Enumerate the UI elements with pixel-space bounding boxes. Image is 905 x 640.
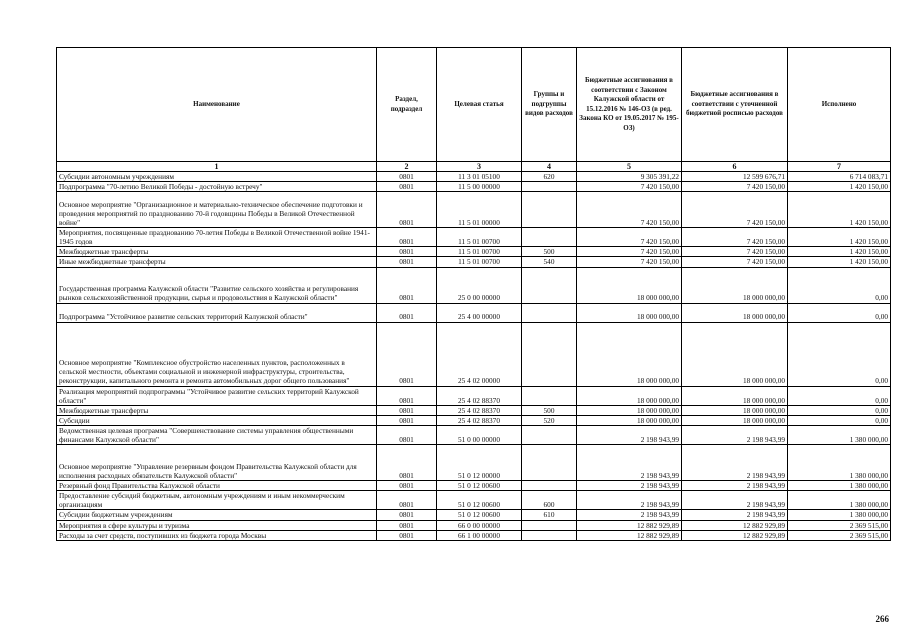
- table-cell-name: Основное мероприятие "Организационное и материально-техническое обеспечение подготовки и проведения мероприятий по празднованию 70-й годовщины Победы в Великой Отечественной войне": [57, 192, 377, 228]
- header-section: Раздел, подраздел: [377, 48, 437, 162]
- table-row: [57, 303, 891, 322]
- table-cell-name: Ведомственная целевая программа "Совершенствование системы управления общественными финансами Калужской области": [57, 425, 377, 444]
- table-cell-executed: 0,00: [788, 415, 891, 425]
- table-cell-budget-refined: 12 882 929,89: [682, 530, 788, 540]
- table-row: [57, 192, 891, 228]
- table-row: [57, 530, 891, 540]
- table-cell-target: 66 1 00 00000: [437, 530, 522, 540]
- table-cell-section: 0801: [377, 247, 437, 257]
- table-row: [57, 415, 891, 425]
- table-cell-group: [522, 192, 577, 228]
- table-cell-group: [522, 182, 577, 192]
- table-cell-group: [522, 445, 577, 481]
- table-cell-target: 11 5 01 00700: [437, 247, 522, 257]
- table-cell-target: 25 4 02 88370: [437, 386, 522, 405]
- table-cell-name: Подпрограмма "70-летию Великой Победы - достойную встречу": [57, 182, 377, 192]
- table-cell-target: 25 4 02 00000: [437, 322, 522, 386]
- table-cell-section: 0801: [377, 192, 437, 228]
- table-cell-section: 0801: [377, 530, 437, 540]
- column-number: 6: [682, 162, 788, 172]
- table-cell-target: 11 5 01 00000: [437, 192, 522, 228]
- table-row: [57, 405, 891, 415]
- table-row: [57, 228, 891, 247]
- table-cell-name: Предоставление субсидий бюджетным, автономным учреждениям и иным некоммерческим организациям: [57, 491, 377, 510]
- table-cell-section: 0801: [377, 172, 437, 182]
- table-cell-budget-refined: 7 420 150,00: [682, 257, 788, 267]
- table-cell-executed: 0,00: [788, 303, 891, 322]
- table-cell-name: Иные межбюджетные трансферты: [57, 257, 377, 267]
- table-cell-section: 0801: [377, 267, 437, 303]
- table-cell-budget-refined: 7 420 150,00: [682, 192, 788, 228]
- table-cell-group: [522, 520, 577, 530]
- table-cell-budget-law: 7 420 150,00: [577, 228, 682, 247]
- table-cell-target: 25 4 02 88370: [437, 415, 522, 425]
- table-cell-section: 0801: [377, 445, 437, 481]
- column-number: 5: [577, 162, 682, 172]
- header-name: Наименование: [57, 48, 377, 162]
- table-row: [57, 481, 891, 491]
- table-cell-budget-law: 12 882 929,89: [577, 530, 682, 540]
- table-cell-budget-law: 9 305 391,22: [577, 172, 682, 182]
- table-cell-executed: 1 420 150,00: [788, 228, 891, 247]
- table-cell-budget-law: 18 000 000,00: [577, 267, 682, 303]
- table-cell-section: 0801: [377, 322, 437, 386]
- header-budget-law: Бюджетные ассигнования в соответствии с Законом Калужской области от 15.12.2016 № 146-ОЗ (в ред. Закона КО от 19.05.2017 № 195-ОЗ): [577, 48, 682, 162]
- table-cell-target: 11 5 01 00700: [437, 257, 522, 267]
- table-cell-name: Основное мероприятие "Управление резервным фондом Правительства Калужской области для исполнения расходных обязательств Калужской области": [57, 445, 377, 481]
- table-row: [57, 520, 891, 530]
- table-row: [57, 172, 891, 182]
- table-cell-name: Мероприятия, посвященные празднованию 70-летия Победы в Великой Отечественной войне 1941-1945 годов: [57, 228, 377, 247]
- table-cell-budget-refined: 2 198 943,99: [682, 481, 788, 491]
- table-cell-budget-refined: 12 882 929,89: [682, 520, 788, 530]
- table-cell-section: 0801: [377, 510, 437, 520]
- table-cell-group: [522, 530, 577, 540]
- table-cell-budget-law: 2 198 943,99: [577, 481, 682, 491]
- table-cell-section: 0801: [377, 303, 437, 322]
- table-cell-section: 0801: [377, 257, 437, 267]
- table-cell-budget-law: 18 000 000,00: [577, 322, 682, 386]
- table-cell-section: 0801: [377, 520, 437, 530]
- table-cell-executed: 1 380 000,00: [788, 425, 891, 444]
- table-cell-name: Межбюджетные трансферты: [57, 247, 377, 257]
- table-cell-target: 51 0 12 00000: [437, 445, 522, 481]
- table-cell-section: 0801: [377, 481, 437, 491]
- table-cell-name: Резервный фонд Правительства Калужской области: [57, 481, 377, 491]
- table-cell-name: Подпрограмма "Устойчивое развитие сельских территорий Калужской области": [57, 303, 377, 322]
- column-number: 1: [57, 162, 377, 172]
- table-cell-target: 51 0 12 00600: [437, 481, 522, 491]
- table-row: [57, 445, 891, 481]
- table-cell-name: Субсидии бюджетным учреждениям: [57, 510, 377, 520]
- budget-table-sheet: [56, 47, 890, 541]
- table-cell-group: [522, 322, 577, 386]
- table-cell-budget-refined: 18 000 000,00: [682, 386, 788, 405]
- table-cell-budget-law: 2 198 943,99: [577, 491, 682, 510]
- table-cell-budget-refined: 2 198 943,99: [682, 510, 788, 520]
- table-cell-budget-refined: 18 000 000,00: [682, 303, 788, 322]
- table-cell-target: 51 0 12 00600: [437, 510, 522, 520]
- table-cell-group: 620: [522, 172, 577, 182]
- table-cell-section: 0801: [377, 415, 437, 425]
- page-number: 266: [875, 614, 889, 624]
- table-cell-group: [522, 425, 577, 444]
- table-cell-section: 0801: [377, 386, 437, 405]
- column-number-row: [57, 162, 891, 172]
- table-cell-group: 500: [522, 405, 577, 415]
- table-cell-budget-refined: 18 000 000,00: [682, 405, 788, 415]
- table-cell-executed: 1 380 000,00: [788, 491, 891, 510]
- table-cell-budget-refined: 18 000 000,00: [682, 267, 788, 303]
- table-cell-budget-law: 2 198 943,99: [577, 445, 682, 481]
- table-cell-name: Расходы за счет средств, поступивших из бюджета города Москвы: [57, 530, 377, 540]
- table-cell-budget-law: 12 882 929,89: [577, 520, 682, 530]
- table-cell-executed: 0,00: [788, 322, 891, 386]
- table-cell-budget-refined: 7 420 150,00: [682, 247, 788, 257]
- table-cell-target: 25 4 00 00000: [437, 303, 522, 322]
- table-cell-section: 0801: [377, 182, 437, 192]
- table-row: [57, 267, 891, 303]
- table-cell-name: Мероприятия в сфере культуры и туризма: [57, 520, 377, 530]
- table-cell-group: 500: [522, 247, 577, 257]
- table-cell-executed: 1 420 150,00: [788, 192, 891, 228]
- table-row: [57, 322, 891, 386]
- column-number: 2: [377, 162, 437, 172]
- header-group: Группы и подгруппы видов расходов: [522, 48, 577, 162]
- table-cell-budget-refined: 7 420 150,00: [682, 182, 788, 192]
- header-target: Целевая статья: [437, 48, 522, 162]
- table-row: [57, 491, 891, 510]
- table-cell-group: [522, 386, 577, 405]
- table-cell-budget-law: 18 000 000,00: [577, 415, 682, 425]
- table-cell-executed: 1 380 000,00: [788, 510, 891, 520]
- table-cell-budget-refined: 12 599 676,71: [682, 172, 788, 182]
- column-number: 7: [788, 162, 891, 172]
- table-row: [57, 386, 891, 405]
- table-cell-target: 25 4 02 88370: [437, 405, 522, 415]
- table-cell-executed: 1 380 000,00: [788, 481, 891, 491]
- table-body: [57, 172, 891, 541]
- table-cell-budget-refined: 2 198 943,99: [682, 445, 788, 481]
- column-number: 3: [437, 162, 522, 172]
- table-cell-budget-refined: 2 198 943,99: [682, 491, 788, 510]
- table-cell-budget-law: 7 420 150,00: [577, 257, 682, 267]
- table-cell-section: 0801: [377, 405, 437, 415]
- table-cell-group: [522, 228, 577, 247]
- table-cell-budget-law: 2 198 943,99: [577, 425, 682, 444]
- table-cell-target: 51 0 12 00600: [437, 491, 522, 510]
- table-cell-name: Субсидии: [57, 415, 377, 425]
- table-cell-executed: 1 420 150,00: [788, 247, 891, 257]
- table-cell-section: 0801: [377, 228, 437, 247]
- table-cell-budget-law: 18 000 000,00: [577, 386, 682, 405]
- budget-table: [56, 47, 891, 541]
- header-row: [57, 48, 891, 162]
- table-cell-budget-law: 7 420 150,00: [577, 247, 682, 257]
- table-cell-section: 0801: [377, 425, 437, 444]
- table-cell-group: 520: [522, 415, 577, 425]
- table-cell-budget-refined: 18 000 000,00: [682, 415, 788, 425]
- table-cell-executed: 2 369 515,00: [788, 520, 891, 530]
- table-cell-target: 11 5 00 00000: [437, 182, 522, 192]
- table-cell-group: 610: [522, 510, 577, 520]
- table-cell-executed: 0,00: [788, 267, 891, 303]
- table-cell-target: 11 5 01 00700: [437, 228, 522, 247]
- table-cell-target: 51 0 00 00000: [437, 425, 522, 444]
- table-cell-section: 0801: [377, 491, 437, 510]
- table-cell-name: Субсидии автономным учреждениям: [57, 172, 377, 182]
- table-row: [57, 257, 891, 267]
- column-number: 4: [522, 162, 577, 172]
- table-cell-budget-law: 7 420 150,00: [577, 182, 682, 192]
- table-cell-executed: 6 714 083,71: [788, 172, 891, 182]
- table-row: [57, 182, 891, 192]
- table-cell-group: [522, 481, 577, 491]
- table-cell-executed: 0,00: [788, 405, 891, 415]
- table-row: [57, 425, 891, 444]
- table-cell-executed: 1 420 150,00: [788, 257, 891, 267]
- table-cell-group: [522, 267, 577, 303]
- table-cell-target: 11 3 01 05100: [437, 172, 522, 182]
- table-cell-budget-law: 18 000 000,00: [577, 303, 682, 322]
- table-row: [57, 247, 891, 257]
- table-row: [57, 510, 891, 520]
- table-cell-executed: 1 380 000,00: [788, 445, 891, 481]
- table-cell-budget-refined: 2 198 943,99: [682, 425, 788, 444]
- table-cell-name: Межбюджетные трансферты: [57, 405, 377, 415]
- table-cell-budget-law: 7 420 150,00: [577, 192, 682, 228]
- table-cell-budget-law: 18 000 000,00: [577, 405, 682, 415]
- table-cell-name: Реализация мероприятий подпрограммы "Устойчивое развитие сельских территорий Калужской области": [57, 386, 377, 405]
- table-cell-executed: 0,00: [788, 386, 891, 405]
- table-cell-group: [522, 303, 577, 322]
- table-cell-target: 25 0 00 00000: [437, 267, 522, 303]
- table-cell-name: Основное мероприятие "Комплексное обустройство населенных пунктов, расположенных в сельской местности, объектами социальной и инженерной инфраструктуры, строительства, реконструкции, капитального ремонта и ремонта автомобильных дорог общего пользования": [57, 322, 377, 386]
- table-cell-executed: 1 420 150,00: [788, 182, 891, 192]
- table-cell-budget-refined: 7 420 150,00: [682, 228, 788, 247]
- table-cell-budget-refined: 18 000 000,00: [682, 322, 788, 386]
- table-cell-executed: 2 369 515,00: [788, 530, 891, 540]
- table-cell-budget-law: 2 198 943,99: [577, 510, 682, 520]
- table-cell-name: Государственная программа Калужской области "Развитие сельского хозяйства и регулирования рынков сельскохозяйственной продукции, сырья и продовольствия в Калужской области": [57, 267, 377, 303]
- table-cell-group: 600: [522, 491, 577, 510]
- table-cell-target: 66 0 00 00000: [437, 520, 522, 530]
- header-budget-refined: Бюджетные ассигнования в соответствии с уточненной бюджетной росписью расходов: [682, 48, 788, 162]
- header-executed: Исполнено: [788, 48, 891, 162]
- table-cell-group: 540: [522, 257, 577, 267]
